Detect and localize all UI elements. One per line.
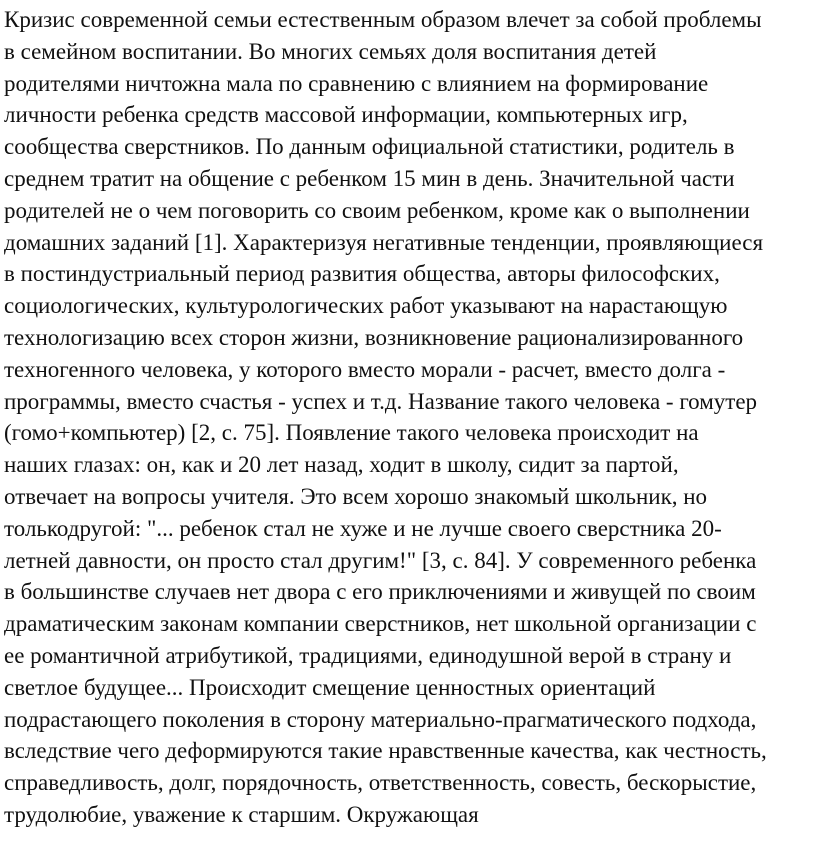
text-line: наших глазах: он, как и 20 лет назад, ходит в школу, сидит за партой, bbox=[4, 452, 679, 478]
text-line: среднем тратит на общение с ребенком 15 мин в день. Значительной части bbox=[4, 165, 735, 191]
text-line: домашних заданий [1]. Характеризуя негативные тенденции, проявляющиеся bbox=[4, 229, 764, 255]
text-line: (гомо+компьютер) [2, с. 75]. Появление такого человека происходит на bbox=[4, 420, 699, 446]
text-line: сообщества сверстников. По данным официальной статистики, родитель в bbox=[4, 134, 735, 160]
body-paragraph bbox=[4, 4, 816, 831]
text-line: вследствие чего деформируются такие нравственные качества, как честность, bbox=[4, 738, 767, 764]
text-line: родителями ничтожна мала по сравнению с влиянием на формирование bbox=[4, 70, 709, 96]
text-line: подрастающего поколения в сторону материально-прагматического подхода, bbox=[4, 706, 757, 732]
text-line: родителей не о чем поговорить со своим ребенком, кроме как о выполнении bbox=[4, 197, 750, 223]
text-line: в большинстве случаев нет двора с его приключениями и живущей по своим bbox=[4, 579, 756, 605]
text-line: личности ребенка средств массовой информации, компьютерных игр, bbox=[4, 102, 688, 128]
text-line: светлое будущее... Происходит смещение ценностных ориентаций bbox=[4, 674, 656, 700]
text-line: в постиндустриальный период развития общества, авторы философских, bbox=[4, 261, 720, 287]
text-line: отвечает на вопросы учителя. Это всем хорошо знакомый школьник, но bbox=[4, 483, 708, 509]
text-line: технологизацию всех сторон жизни, возникновение рационализированного bbox=[4, 324, 744, 350]
text-line: справедливость, долг, порядочность, ответственность, совесть, бескорыстие, bbox=[4, 770, 757, 796]
text-line: трудолюбие, уважение к старшим. Окружающая bbox=[4, 801, 479, 827]
text-line: техногенного человека, у которого вместо морали - расчет, вместо долга - bbox=[4, 356, 726, 382]
text-line: программы, вместо счастья - успех и т.д. Название такого человека - гомутер bbox=[4, 388, 758, 414]
text-line: летней давности, он просто стал другим!" [3, с. 84]. У современного ребенка bbox=[4, 547, 757, 573]
text-line: ее романтичной атрибутикой, традициями, единодушной верой в страну и bbox=[4, 642, 732, 668]
text-line: в семейном воспитании. Во многих семьях доля воспитания детей bbox=[4, 38, 657, 64]
text-line: толькодругой: "... ребенок стал не хуже и не лучше своего сверстника 20- bbox=[4, 515, 722, 541]
text-line: Кризис современной семьи естественным образом влечет за собой проблемы bbox=[4, 7, 762, 32]
text-line: социологических, культурологических работ указывают на нарастающую bbox=[4, 293, 728, 319]
text-line: драматическим законам компании сверстников, нет школьной организации с bbox=[4, 611, 757, 637]
